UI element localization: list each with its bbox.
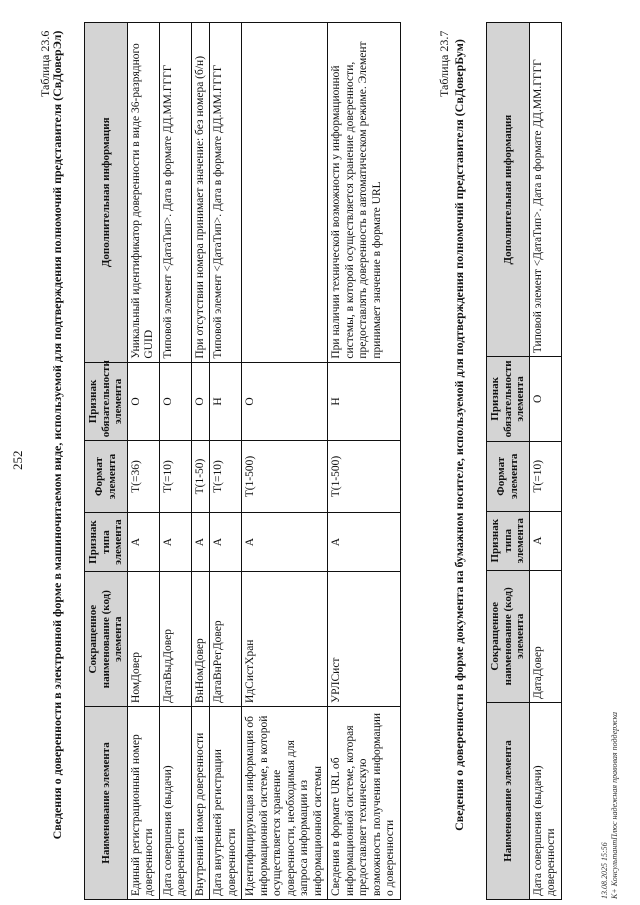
table-label: Таблица 23.6	[38, 30, 52, 97]
element-code: ДатаВыдДовер	[159, 572, 191, 707]
element-format: T(=10)	[529, 441, 561, 511]
print-timestamp: 13.08.2025 15:56	[600, 842, 609, 899]
element-code: ИдСистХран	[242, 572, 328, 707]
element-code: ДатаДовер	[529, 570, 561, 702]
element-required: О	[529, 357, 561, 441]
column-header: Формат элемента	[487, 441, 530, 511]
element-code: НомДовер	[127, 572, 159, 707]
table-row	[529, 23, 561, 900]
table-row	[191, 23, 210, 900]
element-type: А	[529, 511, 561, 570]
header-row	[85, 23, 128, 900]
element-required: Н	[210, 362, 242, 441]
section-title: Сведения о доверенности в форме документа на бумажном носителе, используемой для подтверждения полномочий представителя (СвДоверБум)	[452, 39, 466, 831]
column-header: Дополнительная информация	[85, 23, 128, 363]
element-required: О	[127, 362, 159, 441]
element-format: T(1-500)	[328, 441, 401, 512]
element-name: Идентифицирующая информация об информационной системе, в которой осуществляется хранение доверенности, необходимая для запроса информации из информационной системы	[242, 706, 328, 899]
table-sv-dover-bum	[486, 22, 562, 900]
column-header: Дополнительная информация	[487, 23, 530, 357]
element-format: T(=10)	[210, 441, 242, 512]
element-type: А	[159, 512, 191, 572]
element-name: Дата совершения (выдачи) доверенности	[159, 706, 191, 899]
element-type: А	[328, 512, 401, 572]
element-required: О	[191, 362, 210, 441]
element-format: T(=36)	[127, 441, 159, 512]
element-code: УРЛСист	[328, 572, 401, 707]
element-name: Единый регистрационный номер доверенности	[127, 706, 159, 899]
element-type: А	[242, 512, 328, 572]
element-name: Сведения в формате URL об информационной системе, которая предоставляет техническую возможность получения информации о доверенности	[328, 706, 401, 899]
column-header: Наименование элемента	[487, 703, 530, 900]
element-info: Типовой элемент <ДатаТип>. Дата в формате ДД.ММ.ГГГГ	[159, 23, 191, 363]
column-header: Сокращенное наименование (код) элемента	[487, 570, 530, 702]
element-info: Типовой элемент <ДатаТип>. Дата в формате ДД.ММ.ГГГГ	[529, 23, 561, 357]
element-info: Уникальный идентификатор доверенности в виде 36-разрядного GUID	[127, 23, 159, 363]
element-info: При отсутствии номера принимает значение: без номера (б/н)	[191, 23, 210, 363]
element-required: О	[242, 362, 328, 441]
element-info: При наличии технической возможности у информационной системы, в которой осуществляется хранение доверенности, предоставлять доверенность в автоматическом режиме. Элемент принимает значение в формате URL	[328, 23, 401, 363]
element-format: T(1-50)	[191, 441, 210, 512]
element-type: А	[191, 512, 210, 572]
table-row	[210, 23, 242, 900]
element-name: Внутренний номер доверенности	[191, 706, 210, 899]
section-title: Сведения о доверенности в электронной форме в машиночитаемом виде, используемой для подтверждения полномочий представителя (СвДоверЭл)	[50, 30, 64, 840]
table-label: Таблица 23.7	[437, 30, 451, 97]
column-header: Сокращенное наименование (код) элемента	[85, 572, 128, 707]
column-header: Формат элемента	[85, 441, 128, 512]
element-type: А	[127, 512, 159, 572]
element-code: ДатаВнРегДовер	[210, 572, 242, 707]
element-format: T(=10)	[159, 441, 191, 512]
table-row	[328, 23, 401, 900]
table-sv-dover-el	[84, 22, 401, 900]
element-code: ВнНомДовер	[191, 572, 210, 707]
column-header: Наименование элемента	[85, 706, 128, 899]
consultant-plus-mark: К+ КонсультантПлюс надежная правовая поддержка	[610, 711, 619, 899]
element-required: О	[159, 362, 191, 441]
element-type: А	[210, 512, 242, 572]
element-required: Н	[328, 362, 401, 441]
element-format: T(1-500)	[242, 441, 328, 512]
table-row	[127, 23, 159, 900]
table-row	[242, 23, 328, 900]
element-info	[242, 23, 328, 363]
element-name: Дата совершения (выдачи) доверенности	[529, 703, 561, 900]
page-number: 252	[10, 450, 25, 470]
header-row	[487, 23, 530, 900]
column-header: Признак обязательности элемента	[85, 362, 128, 441]
element-name: Дата внутренней регистрации доверенности	[210, 706, 242, 899]
column-header: Признак типа элемента	[85, 512, 128, 572]
element-info: Типовой элемент <ДатаТип>. Дата в формате ДД.ММ.ГГГГ	[210, 23, 242, 363]
column-header: Признак обязательности элемента	[487, 357, 530, 441]
column-header: Признак типа элемента	[487, 511, 530, 570]
table-row	[159, 23, 191, 900]
footer-stamp	[600, 712, 620, 899]
